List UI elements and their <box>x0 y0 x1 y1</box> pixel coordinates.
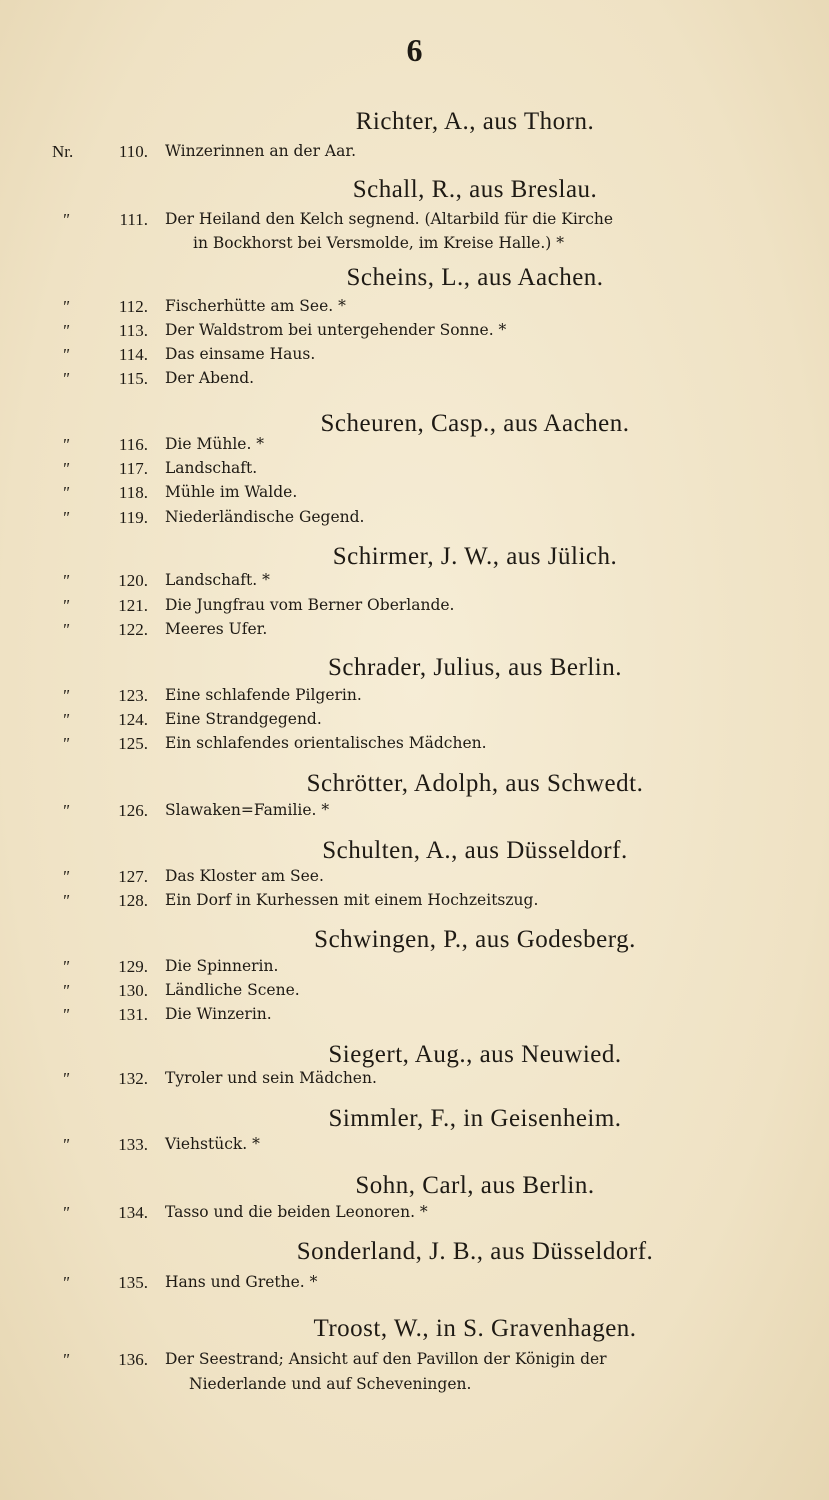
artist-heading: Siegert, Aug., aus Neuwied. <box>328 1041 622 1068</box>
artist-heading: Richter, A., aus Thorn. <box>355 108 595 135</box>
entry-title: Die Spinnerin. <box>165 957 279 975</box>
catalog-entry <box>0 891 829 913</box>
entry-title: Ein Dorf in Kurhessen mit einem Hochzeitszug. <box>165 891 539 909</box>
entry-title: Das Kloster am See. <box>165 867 324 885</box>
entry-title: Tasso und die beiden Leonoren. * <box>165 1203 428 1221</box>
artist-heading: Simmler, F., in Geisenheim. <box>328 1105 622 1132</box>
entry-number: 128. <box>118 891 148 910</box>
catalog-entry <box>0 483 829 505</box>
catalog-entry <box>0 210 829 232</box>
entry-number: 124. <box>118 710 148 729</box>
ditto-mark: " <box>62 1135 70 1154</box>
ditto-mark: " <box>62 1069 70 1088</box>
ditto-mark: " <box>62 297 70 316</box>
entry-number: 117. <box>118 459 148 478</box>
artist-heading: Schrötter, Adolph, aus Schwedt. <box>306 770 644 797</box>
ditto-mark: " <box>62 1203 70 1222</box>
catalog-entry <box>0 571 829 593</box>
artist-heading: Troost, W., in S. Gravenhagen. <box>313 1315 637 1342</box>
ditto-mark: " <box>62 210 70 229</box>
entry-prefix: Nr. <box>52 142 74 161</box>
ditto-mark: " <box>62 801 70 820</box>
entry-title: Der Seestrand; Ansicht auf den Pavillon der Königin der <box>165 1350 607 1368</box>
entry-title: Meeres Ufer. <box>165 620 268 638</box>
entry-title: Niederländische Gegend. <box>165 508 365 526</box>
catalog-entry <box>0 981 829 1003</box>
entry-title: Landschaft. * <box>165 571 270 589</box>
ditto-mark: " <box>62 981 70 1000</box>
entry-number: 113. <box>118 321 148 340</box>
entry-title: Die Jungfrau vom Berner Oberlande. <box>165 596 455 614</box>
entry-number: 114. <box>118 345 148 364</box>
entry-number: 111. <box>119 210 148 229</box>
ditto-mark: " <box>62 620 70 639</box>
catalog-entry <box>0 345 829 367</box>
catalog-entry <box>0 508 829 530</box>
artist-heading: Schrader, Julius, aus Berlin. <box>327 654 622 681</box>
catalog-entry <box>0 459 829 481</box>
entry-title: Viehstück. * <box>165 1135 260 1153</box>
ditto-mark: " <box>62 435 70 454</box>
entry-number: 123. <box>118 686 148 705</box>
entry-title: Der Abend. <box>165 369 255 387</box>
entry-number: 115. <box>118 369 148 388</box>
entry-number: 135. <box>118 1273 148 1292</box>
entry-number: 122. <box>118 620 148 639</box>
catalog-entry <box>0 1273 829 1295</box>
ditto-mark: " <box>62 369 70 388</box>
ditto-mark: " <box>62 321 70 340</box>
catalog-entry <box>0 1005 829 1027</box>
entry-title: Ländliche Scene. <box>165 981 300 999</box>
entry-number: 125. <box>118 734 148 753</box>
catalog-entry <box>0 596 829 618</box>
ditto-mark: " <box>62 1005 70 1024</box>
ditto-mark: " <box>62 734 70 753</box>
page-number: 6 <box>406 32 423 68</box>
catalog-entry <box>0 1203 829 1225</box>
catalog-entry <box>0 686 829 708</box>
entry-number: 116. <box>118 435 148 454</box>
entry-title: Fischerhütte am See. * <box>165 297 346 315</box>
catalog-entry <box>0 957 829 979</box>
catalog-entry <box>0 297 829 319</box>
entry-number: 136. <box>118 1350 148 1369</box>
entry-title: Die Winzerin. <box>165 1005 272 1023</box>
entry-title-continuation: in Bockhorst bei Versmolde, im Kreise Halle.) * <box>193 234 564 252</box>
artist-heading: Sohn, Carl, aus Berlin. <box>355 1172 595 1199</box>
catalog-entry <box>0 369 829 391</box>
ditto-mark: " <box>62 1273 70 1292</box>
catalog-entry <box>0 1135 829 1157</box>
ditto-mark: " <box>62 571 70 590</box>
entry-number: 120. <box>118 571 148 590</box>
artist-heading: Schwingen, P., aus Godesberg. <box>314 926 636 953</box>
entry-title: Eine Strandgegend. <box>165 710 322 728</box>
entry-title: Der Heiland den Kelch segnend. (Altarbild für die Kirche <box>165 210 614 228</box>
entry-title: Eine schlafende Pilgerin. <box>165 686 362 704</box>
entry-number: 112. <box>118 297 148 316</box>
catalog-entry <box>0 620 829 642</box>
entry-number: 119. <box>118 508 148 527</box>
catalog-entry <box>0 1069 829 1091</box>
ditto-mark: " <box>62 686 70 705</box>
ditto-mark: " <box>62 957 70 976</box>
entry-title: Ein schlafendes orientalisches Mädchen. <box>165 734 487 752</box>
entry-number: 118. <box>118 483 148 502</box>
catalog-entry-continuation <box>0 234 829 256</box>
entry-title-continuation: Niederlande und auf Scheveningen. <box>189 1375 472 1393</box>
catalog-entry <box>0 710 829 732</box>
entry-number: 110. <box>118 142 148 161</box>
entry-number: 133. <box>118 1135 148 1154</box>
artist-heading: Schulten, A., aus Düsseldorf. <box>322 837 628 864</box>
entry-number: 130. <box>118 981 148 1000</box>
ditto-mark: " <box>62 508 70 527</box>
ditto-mark: " <box>62 710 70 729</box>
artist-heading: Schirmer, J. W., aus Jülich. <box>332 543 618 570</box>
catalog-entry <box>0 321 829 343</box>
entry-title: Slawaken=Familie. * <box>165 801 330 819</box>
catalog-entry-continuation <box>0 1375 829 1397</box>
ditto-mark: " <box>62 345 70 364</box>
catalog-entry <box>0 142 829 164</box>
ditto-mark: " <box>62 483 70 502</box>
artist-heading: Schall, R., aus Breslau. <box>352 176 598 203</box>
entry-number: 129. <box>118 957 148 976</box>
entry-number: 131. <box>118 1005 148 1024</box>
entry-number: 132. <box>118 1069 148 1088</box>
catalog-entry <box>0 435 829 457</box>
ditto-mark: " <box>62 891 70 910</box>
entry-title: Der Waldstrom bei untergehender Sonne. * <box>165 321 507 339</box>
artist-heading: Scheins, L., aus Aachen. <box>346 264 604 291</box>
catalog-entry <box>0 867 829 889</box>
entry-title: Hans und Grethe. * <box>165 1273 318 1291</box>
entry-number: 127. <box>118 867 148 886</box>
entry-title: Winzerinnen an der Aar. <box>165 142 357 160</box>
ditto-mark: " <box>62 596 70 615</box>
entry-title: Landschaft. <box>165 459 258 477</box>
artist-heading: Sonderland, J. B., aus Düsseldorf. <box>296 1238 654 1265</box>
entry-title: Mühle im Walde. <box>165 483 298 501</box>
entry-title: Tyroler und sein Mädchen. <box>165 1069 377 1087</box>
ditto-mark: " <box>62 1350 70 1369</box>
entry-title: Das einsame Haus. <box>165 345 316 363</box>
entry-number: 134. <box>118 1203 148 1222</box>
artist-heading: Scheuren, Casp., aus Aachen. <box>320 410 630 437</box>
ditto-mark: " <box>62 459 70 478</box>
catalog-entry <box>0 734 829 756</box>
entry-number: 121. <box>118 596 148 615</box>
entry-number: 126. <box>118 801 148 820</box>
catalog-entry <box>0 801 829 823</box>
catalog-entry <box>0 1350 829 1372</box>
ditto-mark: " <box>62 867 70 886</box>
entry-title: Die Mühle. * <box>165 435 265 453</box>
